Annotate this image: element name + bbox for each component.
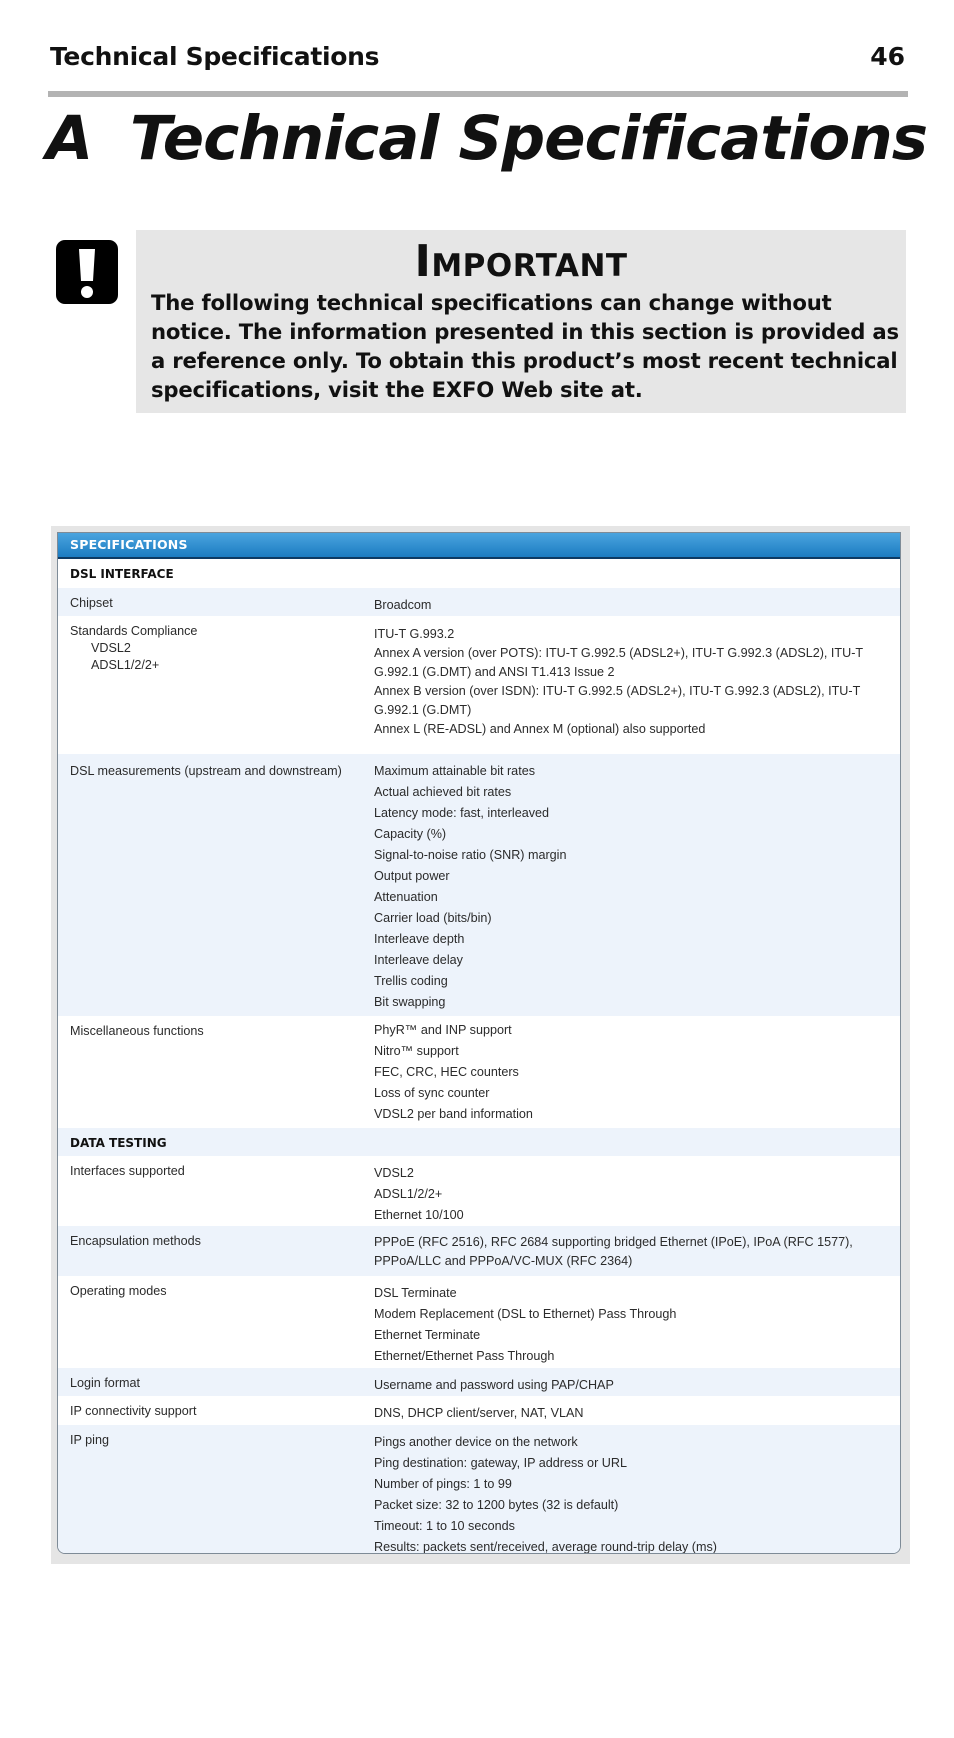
- chapter-title: Technical Specifications: [130, 103, 928, 174]
- specifications-header: SPECIFICATIONS: [58, 533, 900, 559]
- row-value: [374, 1403, 889, 1424]
- row-chipset: [58, 588, 900, 616]
- value-line: Actual achieved bit rates: [374, 785, 512, 799]
- value-line: PhyR™ and INP support: [374, 1023, 512, 1037]
- specifications-table: [57, 532, 901, 1554]
- standards-label: Standards Compliance: [70, 624, 198, 638]
- value-line: Bit swapping: [374, 995, 446, 1009]
- chapter-letter: A: [46, 103, 93, 174]
- value-line: Ping destination: gateway, IP address or URL: [374, 1456, 627, 1470]
- row-label: Chipset: [70, 596, 113, 610]
- row-operating-modes: [58, 1276, 900, 1368]
- value-line: Annex B version (over ISDN): ITU-T G.992.5 (ADSL2+), ITU-T G.992.3 (ADSL2), ITU-T G.992.1 (G.DMT): [374, 684, 861, 717]
- row-encapsulation: [58, 1226, 900, 1276]
- value-line: Ethernet Terminate: [374, 1328, 481, 1342]
- value-line: Annex A version (over POTS): ITU-T G.992.5 (ADSL2+), ITU-T G.992.3 (ADSL2), ITU-T G.992.1 (G.DMT) and ANSI T1.413 Issue 2: [374, 646, 863, 679]
- row-login-format: [58, 1368, 900, 1396]
- value-line: Interleave delay: [374, 953, 463, 967]
- running-header: [50, 42, 905, 72]
- important-notice: [136, 230, 906, 413]
- value-line: Carrier load (bits/bin): [374, 911, 492, 925]
- exclamation-icon: [56, 240, 118, 304]
- row-value: [374, 1163, 889, 1226]
- value-line: Loss of sync counter: [374, 1086, 490, 1100]
- value-line: Number of pings: 1 to 99: [374, 1477, 512, 1491]
- row-ip-connectivity: [58, 1396, 900, 1425]
- value-line: Timeout: 1 to 10 seconds: [374, 1519, 515, 1533]
- value-line: Results: packets sent/received, average round-trip delay (ms): [374, 1540, 717, 1554]
- standards-sub-vdsl2: VDSL2: [91, 641, 131, 655]
- row-label: Interfaces supported: [70, 1164, 185, 1178]
- value-line: Interleave depth: [374, 932, 465, 946]
- value-line: Modem Replacement (DSL to Ethernet) Pass Through: [374, 1307, 677, 1321]
- value-line: Packet size: 32 to 1200 bytes (32 is default): [374, 1498, 619, 1512]
- value-line: Trellis coding: [374, 974, 448, 988]
- value-line: Attenuation: [374, 890, 438, 904]
- important-title: Important: [414, 236, 628, 287]
- row-value: [374, 595, 889, 616]
- value-line: Capacity (%): [374, 827, 447, 841]
- value-line: Ethernet 10/100: [374, 1208, 464, 1222]
- value-line: VDSL2: [374, 1166, 414, 1180]
- row-value: [374, 625, 889, 739]
- value-line: Nitro™ support: [374, 1044, 459, 1058]
- value-line: Pings another device on the network: [374, 1435, 578, 1449]
- value-line: DSL Terminate: [374, 1286, 457, 1300]
- value-line: Output power: [374, 869, 450, 883]
- value-line: Username and password using PAP/CHAP: [374, 1378, 614, 1392]
- section-label: DATA TESTING: [70, 1136, 167, 1150]
- row-standards: [58, 616, 900, 754]
- value-line: Latency mode: fast, interleaved: [374, 806, 550, 820]
- row-value: [374, 1283, 889, 1367]
- row-label: IP ping: [70, 1433, 109, 1447]
- row-value: [374, 761, 889, 1013]
- chapter-heading: [46, 103, 927, 174]
- row-label: Miscellaneous functions: [70, 1024, 204, 1038]
- value-line: FEC, CRC, HEC counters: [374, 1065, 519, 1079]
- value-line: Signal-to-noise ratio (SNR) margin: [374, 848, 567, 862]
- row-label: [70, 623, 360, 674]
- row-value: [374, 1432, 889, 1554]
- important-text: The following technical specifications can change without notice. The information presented in this section is provided as a reference only. To obtain this product’s most recent technical specifications, visit the EXFO Web site at.: [151, 290, 899, 402]
- row-label: DSL measurements (upstream and downstream): [70, 764, 342, 778]
- row-interfaces: [58, 1156, 900, 1226]
- value-line: Maximum attainable bit rates: [374, 764, 535, 778]
- value-line: DNS, DHCP client/server, NAT, VLAN: [374, 1406, 584, 1420]
- section-dsl-interface: [58, 559, 900, 588]
- row-label: Encapsulation methods: [70, 1234, 201, 1248]
- standards-sub-adsl: ADSL1/2/2+: [91, 658, 160, 672]
- section-data-testing: [58, 1128, 900, 1156]
- value-line: VDSL2 per band information: [374, 1107, 533, 1121]
- header-rule: [48, 91, 908, 97]
- row-dsl-measurements: [58, 754, 900, 1016]
- row-value: [374, 1020, 889, 1125]
- row-value: [374, 1233, 889, 1271]
- value-line: ITU-T G.993.2: [374, 627, 455, 641]
- row-value: [374, 1375, 889, 1396]
- row-label: Login format: [70, 1376, 141, 1390]
- value-line: PPPoE (RFC 2516), RFC 2684 supporting bridged Ethernet (IPoE), IPoA (RFC 1577), PPPoA/LLC and PPPoA/VC-MUX (RFC 2364): [374, 1235, 853, 1268]
- value-line: Ethernet/Ethernet Pass Through: [374, 1349, 555, 1363]
- page-number: 46: [870, 42, 905, 71]
- value-line: Broadcom: [374, 598, 432, 612]
- value-line: Annex L (RE-ADSL) and Annex M (optional) also supported: [374, 722, 706, 736]
- row-ip-ping: [58, 1425, 900, 1554]
- section-label: DSL INTERFACE: [70, 567, 174, 581]
- row-label: Operating modes: [70, 1284, 167, 1298]
- row-label: IP connectivity support: [70, 1404, 197, 1418]
- row-misc-functions: [58, 1016, 900, 1128]
- running-header-title: Technical Specifications: [50, 42, 380, 71]
- value-line: ADSL1/2/2+: [374, 1187, 443, 1201]
